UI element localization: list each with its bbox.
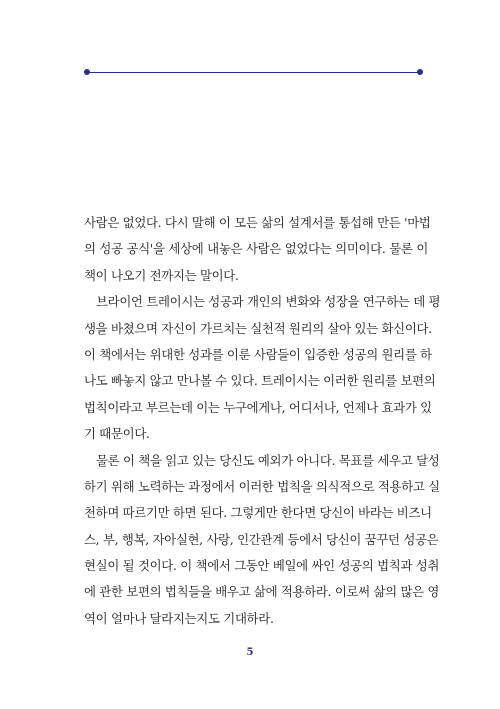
text-line: 이 책에서는 위대한 성과를 이룬 사람들이 입증한 성공의 원리를 하 [84, 346, 432, 362]
text-line: 현실이 될 것이다. 이 책에서 그동안 베일에 싸인 성공의 법칙과 성취 [84, 558, 440, 574]
body-text [84, 210, 441, 632]
paragraph-3 [84, 448, 440, 633]
text-line: 사람은 없었다. 다시 말해 이 모든 삶의 설계서를 통섭해 만든 '마법 [84, 215, 431, 230]
text-line: 하기 위해 노력하는 과정에서 이러한 법칙을 의식적으로 적용하고 실 [84, 478, 440, 494]
text-line: 기 때문이다. [84, 426, 150, 442]
text-line: 의 성공 공식'을 세상에 내놓은 사람은 없었다는 의미이다. 물론 이 [84, 241, 428, 257]
text-line: 책이 나오기 전까지는 말이다. [84, 267, 239, 283]
text-line: 브라이언 트레이시는 성공과 개인의 변화와 성장을 연구하는 데 평 [96, 294, 441, 310]
header-rule-dot-left [84, 69, 90, 75]
text-line: 역이 얼마나 달라지는지도 기대하라. [84, 610, 274, 626]
paragraph-1 [84, 210, 431, 289]
text-line: 천하며 따르기만 하면 된다. 그렇게만 한다면 당신이 바라는 비즈니 [84, 505, 432, 521]
paragraph-2 [84, 289, 441, 447]
text-line: 나도 빠놓지 않고 만나볼 수 있다. 트레이시는 이러한 원리를 보편의 [84, 373, 436, 389]
page-number: 5 [246, 647, 254, 658]
header-rule-dot-right [417, 69, 423, 75]
text-line: 생을 바쳤으며 자신이 가르치는 실천적 원리의 살아 있는 화신이다. [84, 320, 432, 336]
text-line: 에 관한 보편의 법칙들을 배우고 삶에 적용하라. 이로써 삶의 많은 영 [84, 584, 440, 600]
text-line: 스, 부, 행복, 자아실현, 사랑, 인간관계 등에서 당신이 꿈꾸던 성공은 [84, 531, 439, 547]
header-rule-line [86, 72, 420, 73]
text-line: 물론 이 책을 읽고 있는 당신도 예외가 아니다. 목표를 세우고 달성 [96, 452, 440, 468]
text-line: 법칙이라고 부르는데 이는 누구에게나, 어디서나, 언제나 효과가 있 [84, 399, 432, 415]
